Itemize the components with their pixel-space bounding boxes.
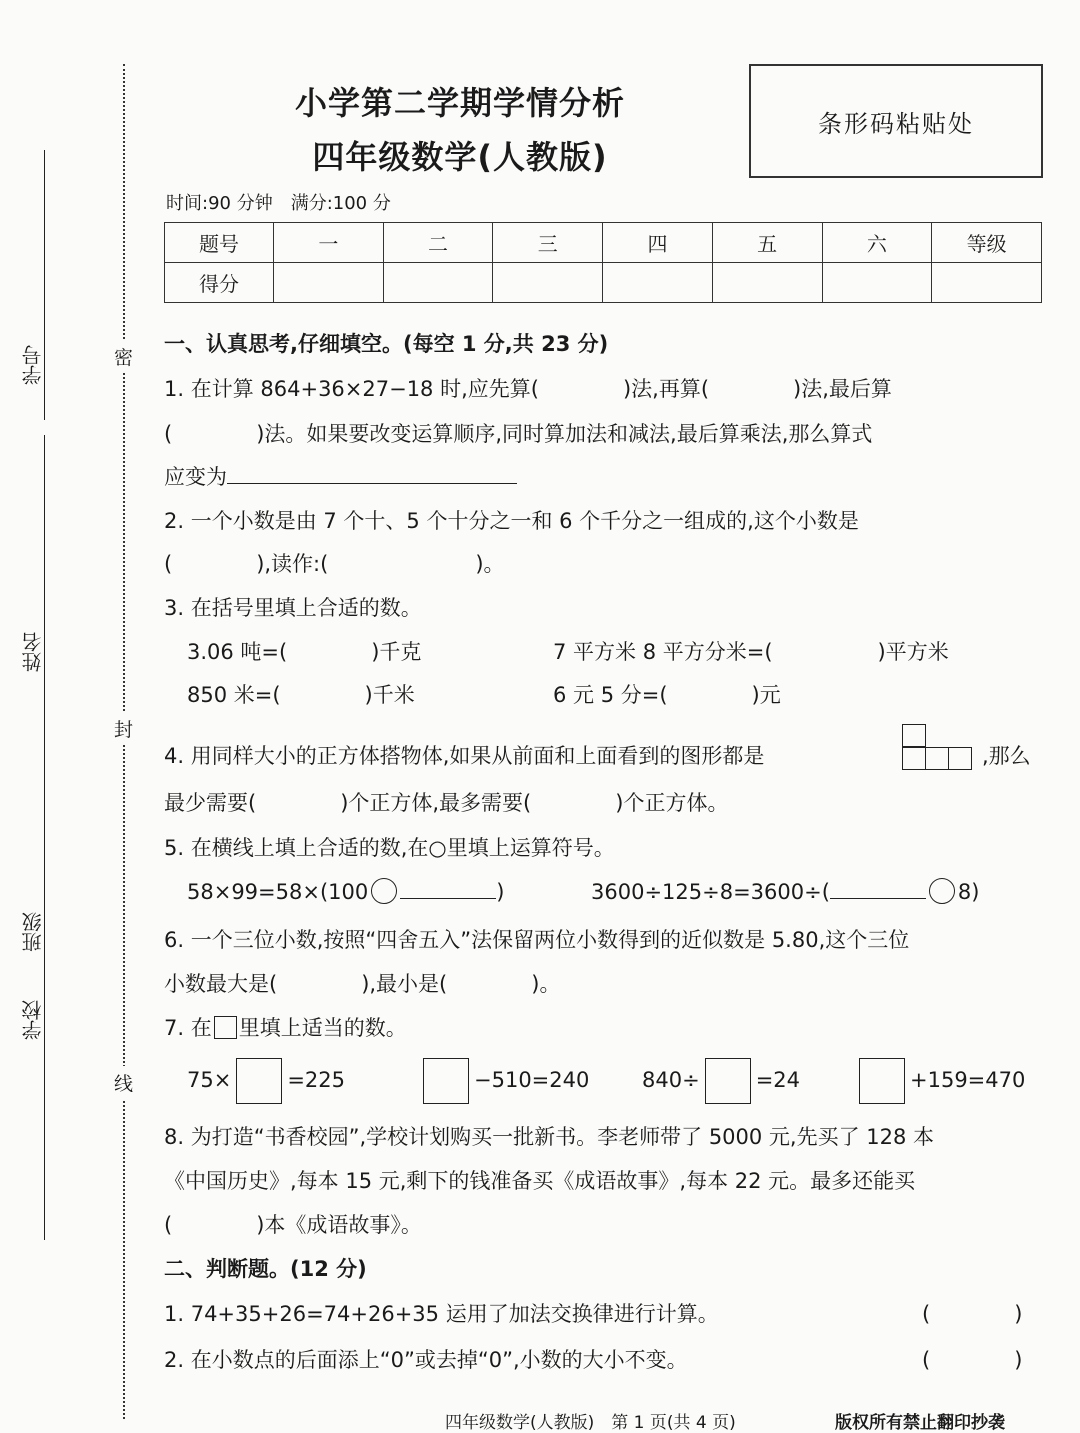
q4-line-1b: ,那么: [982, 744, 1031, 768]
judge-bracket-2[interactable]: ( ): [922, 1348, 1023, 1372]
q7-item: [854, 1058, 1025, 1104]
score-header-cell: 三: [493, 223, 603, 263]
title-line-1: 小学第二学期学情分析: [294, 84, 625, 122]
q8-line-1: 8. 为打造“书香校园”,学校计划购买一批新书。李老师带了 5000 元,先买了 128 本: [164, 1125, 935, 1149]
view-figure: [900, 724, 972, 770]
q7-item-pre: 75×: [187, 1068, 232, 1092]
answer-box[interactable]: [859, 1058, 905, 1104]
q2-line-2: ( ),读作:( )。: [164, 552, 505, 576]
footer-page-info: 四年级数学(人教版) 第 1 页(共 4 页): [445, 1413, 736, 1433]
score-table: [164, 222, 1042, 303]
q4-line-1a: 4. 用同样大小的正方体搭物体,如果从前面和上面看到的图形都是: [164, 744, 765, 768]
q7-item: [642, 1058, 800, 1104]
q5-a-text-2: ): [496, 880, 505, 904]
score-header-cell: 六: [822, 223, 932, 263]
q5-a-text-1: 58×99=58×(100: [187, 880, 369, 904]
q3-title: 3. 在括号里填上合适的数。: [164, 596, 422, 620]
q7-item-post: =225: [287, 1068, 346, 1092]
q2-line-1: 2. 一个小数是由 7 个十、5 个十分之一和 6 个千分之一组成的,这个小数是: [164, 509, 859, 533]
q5-item-b: [591, 878, 979, 904]
score-cell[interactable]: [603, 263, 713, 303]
section-1-heading: 一、认真思考,仔细填空。(每空 1 分,共 23 分): [164, 332, 609, 356]
q3-item: 850 米=( )千米: [187, 683, 415, 707]
q8-line-3: ( )本《成语故事》。: [164, 1213, 422, 1237]
seal-char-mi: 密: [114, 340, 133, 373]
seal-char-xian: 线: [114, 1066, 133, 1099]
score-table-header-row: [165, 223, 1042, 263]
q1-answer-line[interactable]: [227, 463, 517, 484]
student-id-label: 学号: [21, 345, 45, 385]
q5-b-text-2: 8): [957, 880, 980, 904]
score-row-label: 得分: [165, 263, 274, 303]
section-2-heading: 二、判断题。(12 分): [164, 1257, 367, 1281]
answer-box[interactable]: [423, 1058, 469, 1104]
judge-item-1: 1. 74+35+26=74+26+35 运用了加法交换律进行计算。: [164, 1302, 719, 1326]
judge-item-2: 2. 在小数点的后面添上“0”或去掉“0”,小数的大小不变。: [164, 1348, 688, 1372]
q7-item: [418, 1058, 589, 1104]
q3-item: 6 元 5 分=( )元: [553, 683, 781, 707]
score-cell[interactable]: [493, 263, 603, 303]
q3-item: 7 平方米 8 平方分米=( )平方米: [553, 640, 949, 664]
q5-b-blank[interactable]: [830, 878, 926, 899]
score-header-cell: 题号: [165, 223, 274, 263]
q4-line-2: 最少需要( )个正方体,最多需要( )个正方体。: [164, 791, 729, 815]
q7-title-a: 7. 在: [164, 1016, 212, 1040]
q7-item-post: −510=240: [474, 1068, 590, 1092]
q8-line-2: 《中国历史》,每本 15 元,剩下的钱准备买《成语故事》,每本 22 元。最多还能买: [164, 1169, 916, 1193]
score-header-cell: 等级: [932, 223, 1042, 263]
score-header-cell: 一: [274, 223, 384, 263]
q3-item: 3.06 吨=( )千克: [187, 640, 422, 664]
q6-line-1: 6. 一个三位小数,按照“四舍五入”法保留两位小数得到的近似数是 5.80,这个三位: [164, 928, 910, 952]
q5-b-text-1: 3600÷125÷8=3600÷(: [591, 880, 830, 904]
q7-item-post: =24: [755, 1068, 801, 1092]
score-table-score-row: [165, 263, 1042, 303]
barcode-area: [749, 64, 1043, 178]
operator-circle[interactable]: [929, 878, 955, 904]
answer-box[interactable]: [236, 1058, 282, 1104]
score-cell[interactable]: [822, 263, 932, 303]
answer-box[interactable]: [705, 1058, 751, 1104]
q1-line-3-text: 应变为: [164, 465, 227, 489]
q7-title: [164, 1012, 407, 1042]
q1-line-3: [164, 461, 517, 491]
score-cell[interactable]: [932, 263, 1042, 303]
q5-item-a: [187, 878, 504, 904]
q6-line-2: 小数最大是( ),最小是( )。: [164, 972, 561, 996]
q7-item-post: +159=470: [910, 1068, 1026, 1092]
q7-title-b: 里填上适当的数。: [238, 1016, 407, 1040]
q5-a-blank[interactable]: [400, 878, 496, 899]
q7-item: [187, 1058, 345, 1104]
barcode-label: 条形码粘贴处: [818, 109, 974, 138]
score-cell[interactable]: [712, 263, 822, 303]
time-info: 时间:90 分钟 满分:100 分: [166, 193, 391, 214]
q5-title: 5. 在横线上填上合适的数,在○里填上运算符号。: [164, 836, 615, 860]
name-label: 姓名: [21, 632, 45, 672]
q7-item-pre: 840÷: [642, 1068, 700, 1092]
judge-bracket-1[interactable]: ( ): [922, 1302, 1023, 1326]
q1-line-1: 1. 在计算 864+36×27−18 时,应先算( )法,再算( )法,最后算: [164, 377, 892, 401]
footer-copyright: 版权所有禁止翻印抄袭: [835, 1413, 1005, 1433]
school-label: 学校: [21, 1000, 45, 1040]
q1-line-2: ( )法。如果要改变运算顺序,同时算加法和减法,最后算乘法,那么算式: [164, 422, 873, 446]
score-cell[interactable]: [274, 263, 384, 303]
name-line[interactable]: [44, 435, 45, 720]
score-cell[interactable]: [383, 263, 493, 303]
square-icon: [214, 1016, 237, 1039]
score-header-cell: 五: [712, 223, 822, 263]
class-label: 班级: [21, 912, 45, 952]
score-header-cell: 二: [383, 223, 493, 263]
operator-circle[interactable]: [371, 878, 397, 904]
seal-char-feng: 封: [114, 712, 133, 745]
score-header-cell: 四: [603, 223, 713, 263]
title-line-2: 四年级数学(人教版): [312, 138, 608, 176]
